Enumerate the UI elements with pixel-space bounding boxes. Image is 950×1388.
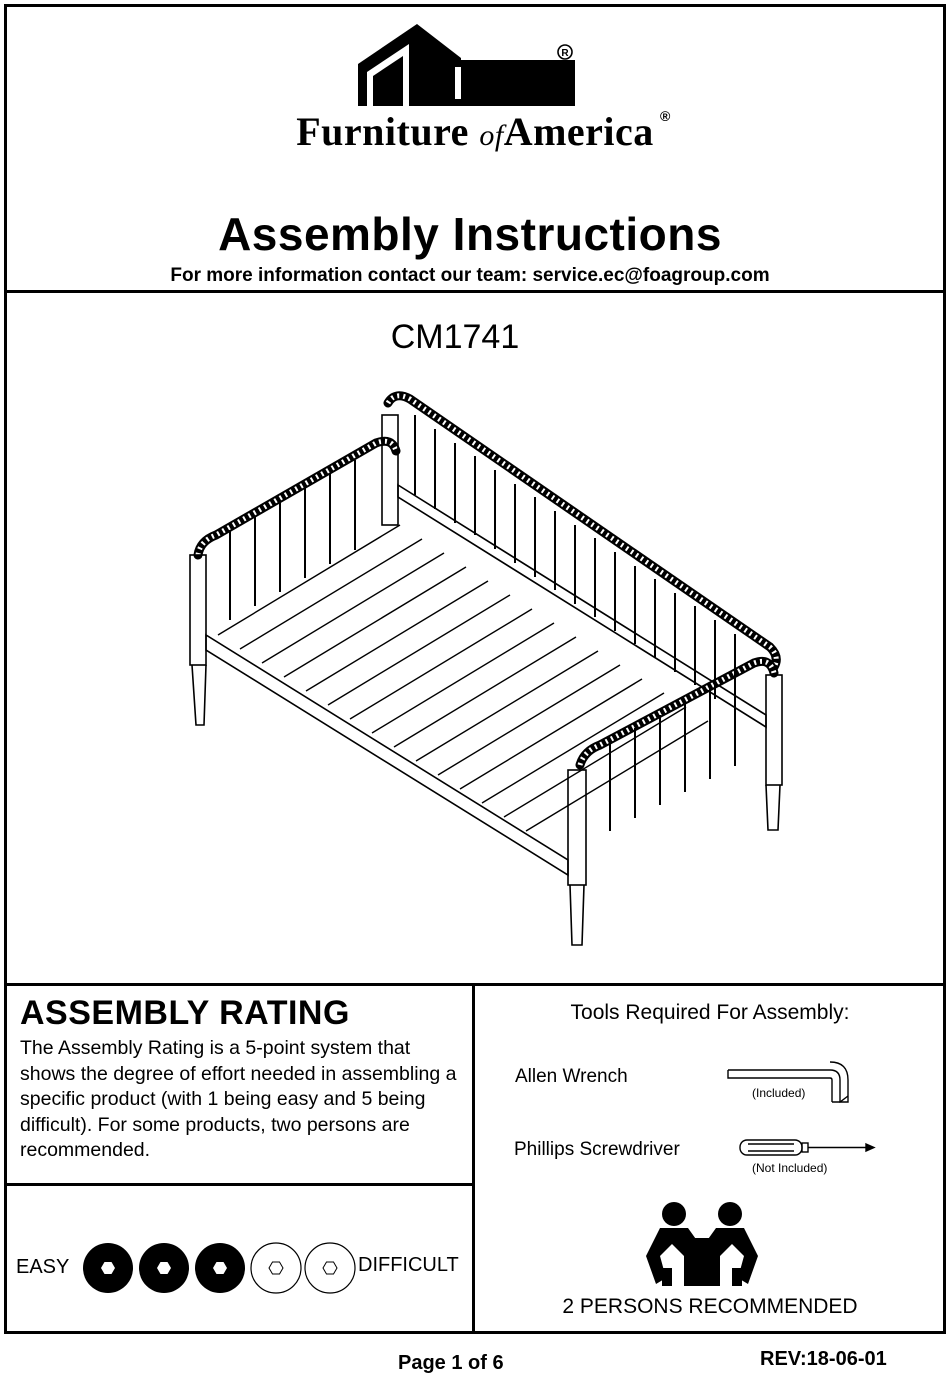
illustration-divider <box>4 983 946 986</box>
brand-of: of <box>479 119 504 152</box>
rating-heading: ASSEMBLY RATING <box>20 994 350 1032</box>
tool-note-allen-wrench: (Included) <box>752 1086 806 1100</box>
rating-description: The Assembly Rating is a 5-point system that shows the degree of effort needed in assembling a specific product (with 1 being easy and 5 being difficult). For some products, two persons are recommended. <box>20 1037 457 1161</box>
revision-number: REV:18-06-01 <box>760 1348 887 1370</box>
rating-scale <box>80 1240 356 1296</box>
rating-dot-4 <box>251 1243 301 1293</box>
daybed-illustration <box>170 385 790 955</box>
rating-dot-5 <box>305 1243 355 1293</box>
tool-name-phillips-screwdriver: Phillips Screwdriver <box>514 1139 680 1160</box>
two-persons-icon <box>640 1198 764 1290</box>
persons-recommended-label: 2 PERSONS RECOMMENDED <box>562 1295 858 1318</box>
tool-note-phillips-screwdriver: (Not Included) <box>752 1161 828 1175</box>
rating-dot-3 <box>195 1243 245 1293</box>
model-number: CM1741 <box>390 318 520 356</box>
rating-divider <box>4 1183 475 1186</box>
registered-mark: ® <box>660 108 671 124</box>
tool-name-allen-wrench: Allen Wrench <box>515 1066 628 1087</box>
page-number: Page 1 of 6 <box>398 1352 504 1374</box>
page-title: Assembly Instructions <box>218 208 722 260</box>
tools-heading: Tools Required For Assembly: <box>570 1001 850 1024</box>
contact-line: For more information contact our team: service.ec@foagroup.com <box>170 265 770 286</box>
header-divider <box>4 290 946 293</box>
screwdriver-icon <box>738 1136 878 1160</box>
brand-suffix: America <box>503 109 654 154</box>
svg-text:R: R <box>561 48 569 59</box>
column-divider <box>472 983 475 1334</box>
house-logo-icon <box>355 22 585 108</box>
rating-dot-2 <box>139 1243 189 1293</box>
easy-label: EASY <box>16 1256 70 1278</box>
difficult-label: DIFFICULT <box>358 1254 459 1276</box>
brand-prefix: Furniture <box>296 109 469 154</box>
rating-dot-1 <box>83 1243 133 1293</box>
